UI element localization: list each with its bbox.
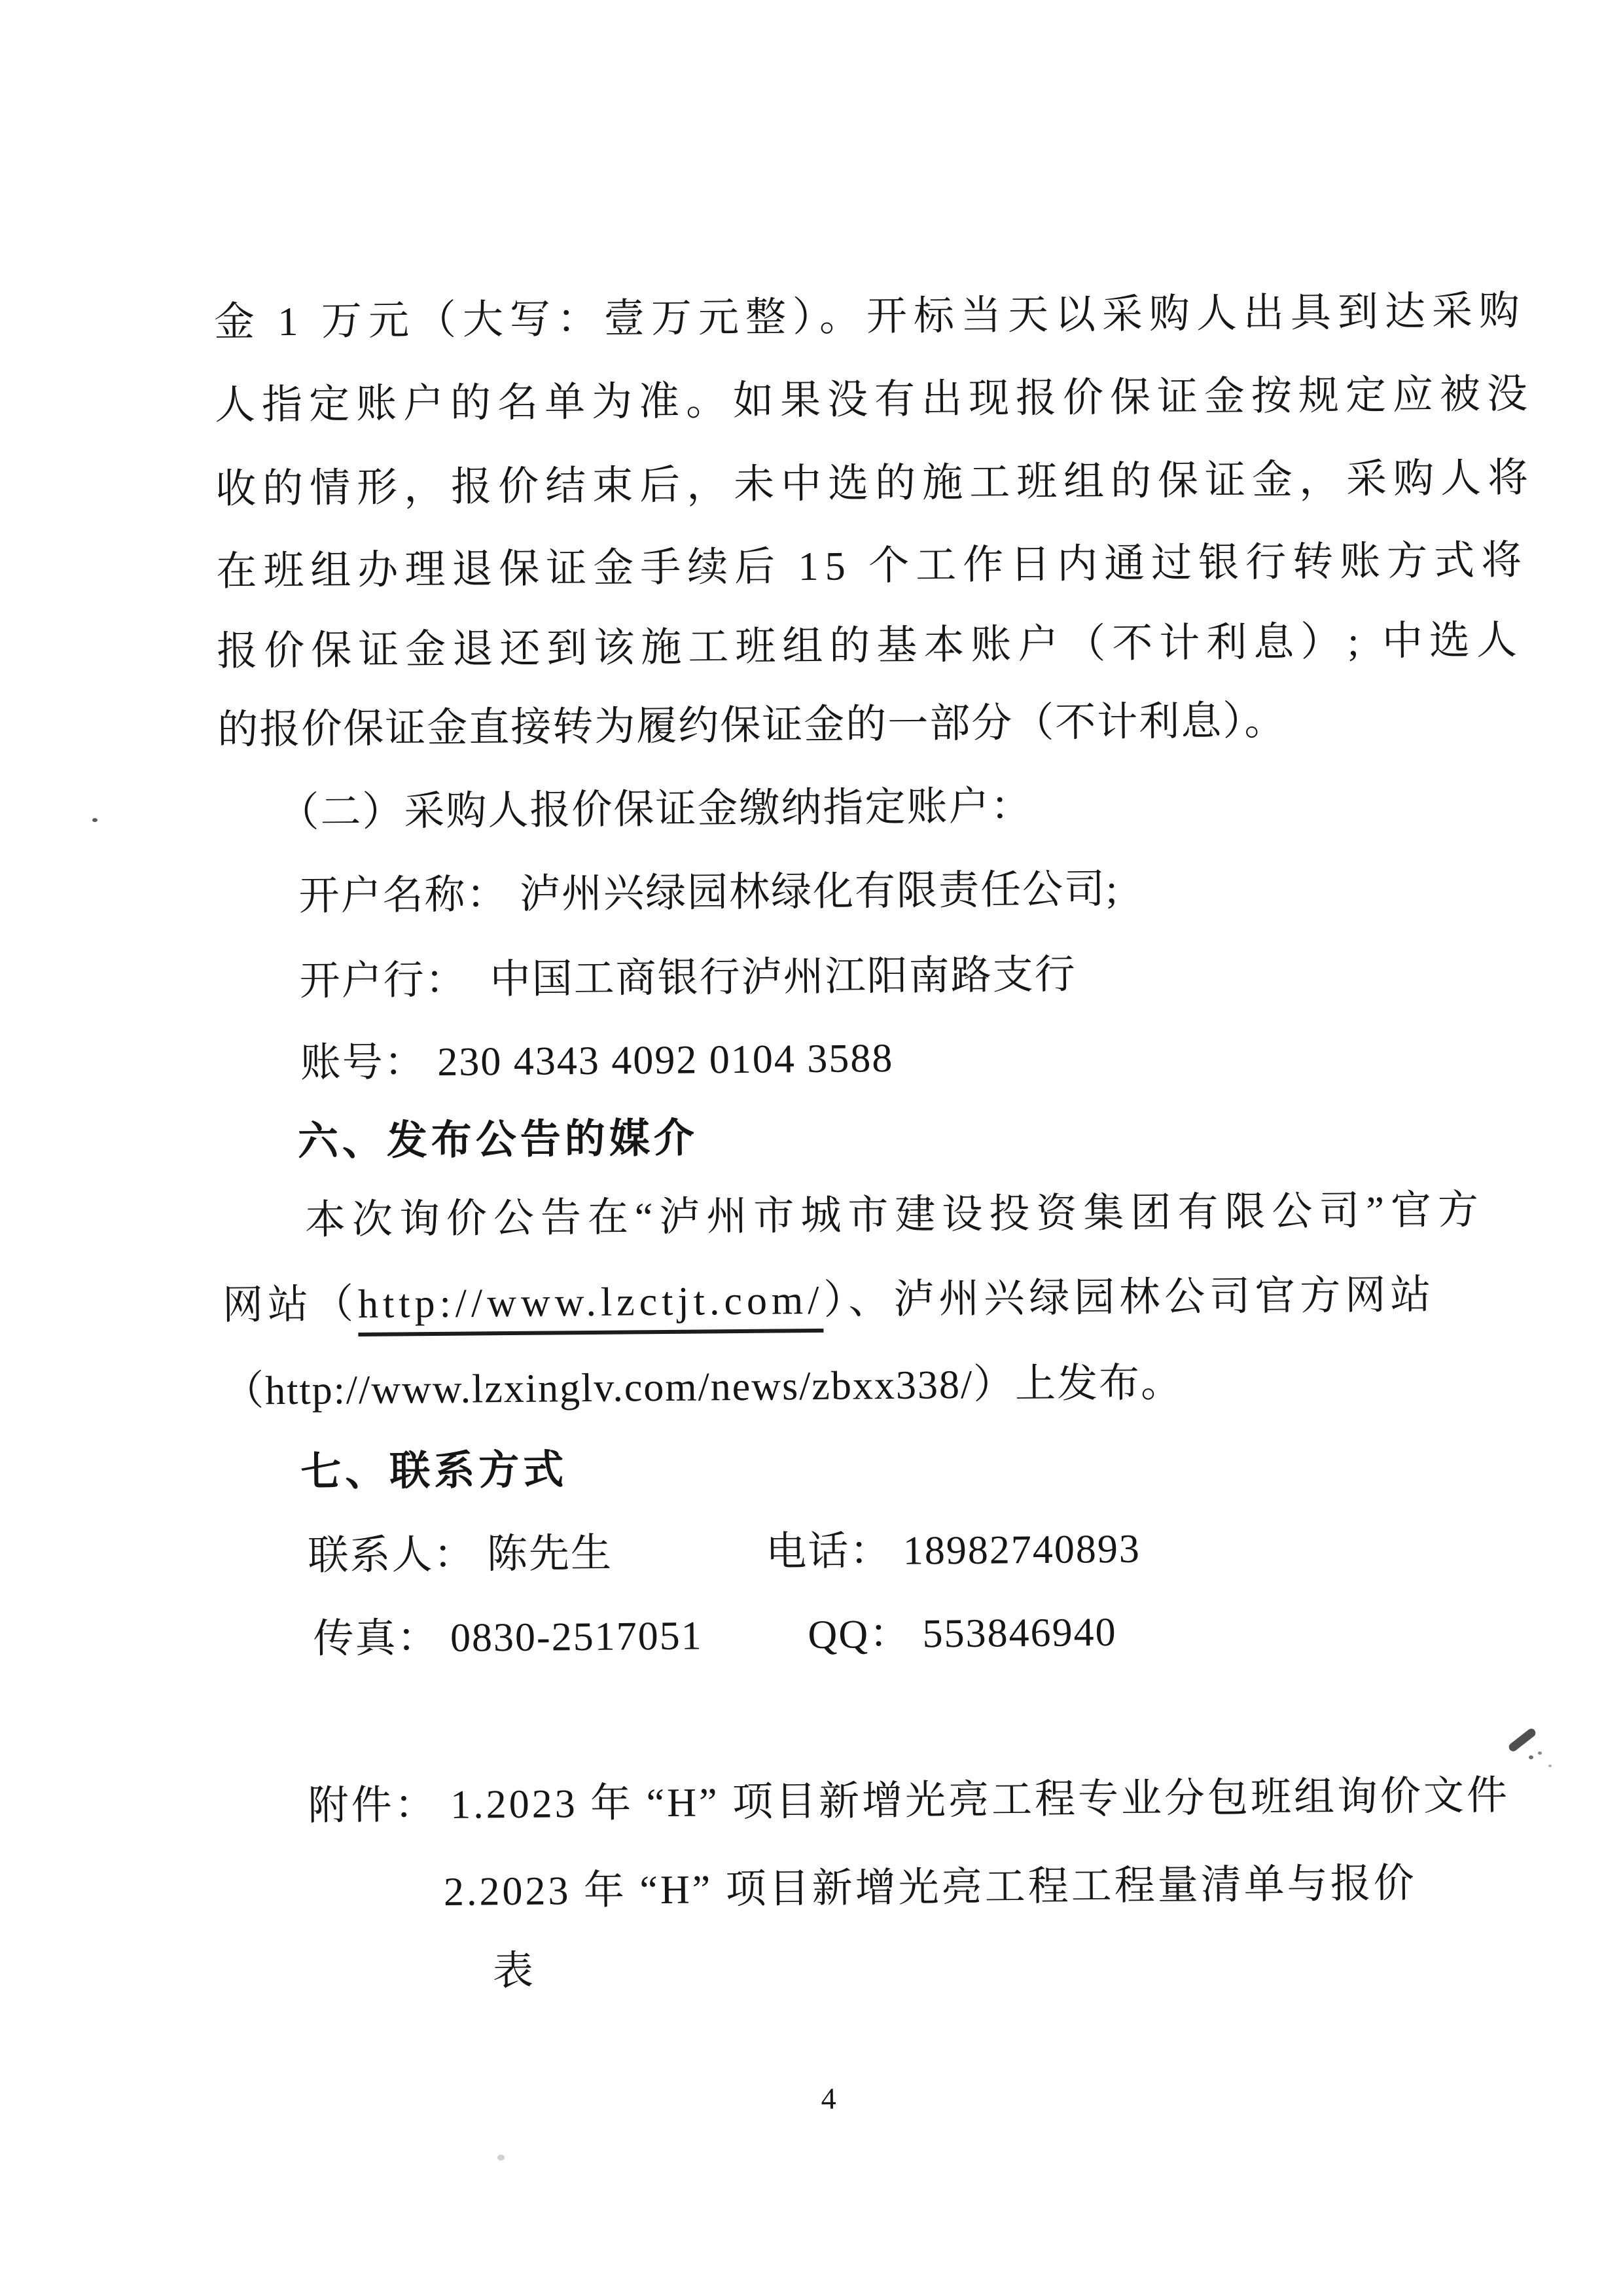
section7-heading: 七、联系方式 (300, 1448, 568, 1495)
contact-fax-line: 传真： 0830-2517051 (313, 1613, 703, 1662)
paragraph1-line: 在班组办理退保证金手续后 15 个工作日内通过银行转账方式将 (215, 538, 1529, 594)
section6-paragraph-line: 本次询价公告在“泸州市城市建设投资集团有限公司”官方 (304, 1188, 1486, 1243)
paragraph1-line: 的报价保证金直接转为履约保证金的一部分（不计利息）。 (217, 698, 1287, 753)
account-number-line: 账号： 230 4343 4092 0104 3588 (300, 1035, 894, 1086)
section6-paragraph-line (223, 1273, 1436, 1328)
paragraph1-line: 金 1 万元（大写：壹万元整）。开标当天以采购人出具到达采购 (213, 289, 1527, 345)
url-prefix-text: 网站（ (222, 1282, 359, 1328)
paragraph1-line: 报价保证金退还到该施工班组的基本账户（不计利息）; 中选人 (217, 618, 1524, 674)
account-name-line: 开户名称： 泸州兴绿园林绿化有限责任公司; (298, 867, 1119, 919)
paragraph1-line: 人指定账户的名单为准。如果没有出现报价保证金按规定应被没 (214, 372, 1535, 428)
ink-dot (1538, 1751, 1542, 1755)
attachment-line-1: 附件： 1.2023 年 “H” 项目新增光亮工程专业分包班组询价文件 (308, 1773, 1510, 1829)
section2-account-heading: （二）采购人报价保证金缴纳指定账户： (278, 784, 1033, 836)
account-bank-line: 开户行： 中国工商银行泸州江阳南路支行 (299, 952, 1077, 1004)
attachment-line-2: 2.2023 年 “H” 项目新增光亮工程工程量清单与报价 (443, 1861, 1417, 1914)
page-number: 4 (821, 2081, 836, 2115)
contact-qq-line: QQ： 553846940 (808, 1609, 1117, 1658)
ink-dot (1529, 1755, 1533, 1759)
url-suffix-text: ）、泸州兴绿园林公司官方网站 (823, 1272, 1436, 1323)
section6-heading: 六、发布公告的媒介 (297, 1116, 699, 1164)
scan-speck (92, 818, 98, 822)
contact-person-line: 联系人： 陈先生 (308, 1531, 613, 1579)
contact-phone-line: 电话： 18982740893 (766, 1526, 1141, 1575)
paragraph1-line: 收的情形，报价结束后，未中选的施工班组的保证金，采购人将 (215, 456, 1535, 512)
section6-paragraph-line: （http://www.lzxinglv.com/news/zbxx338/）上发布。 (223, 1361, 1183, 1414)
scan-speck (497, 2155, 505, 2161)
ink-dot (1548, 1765, 1552, 1767)
attachment-line-wrap: 表 (492, 1948, 535, 1994)
lzctjt-url-link: http://www.lzctjt.com/ (358, 1278, 824, 1336)
